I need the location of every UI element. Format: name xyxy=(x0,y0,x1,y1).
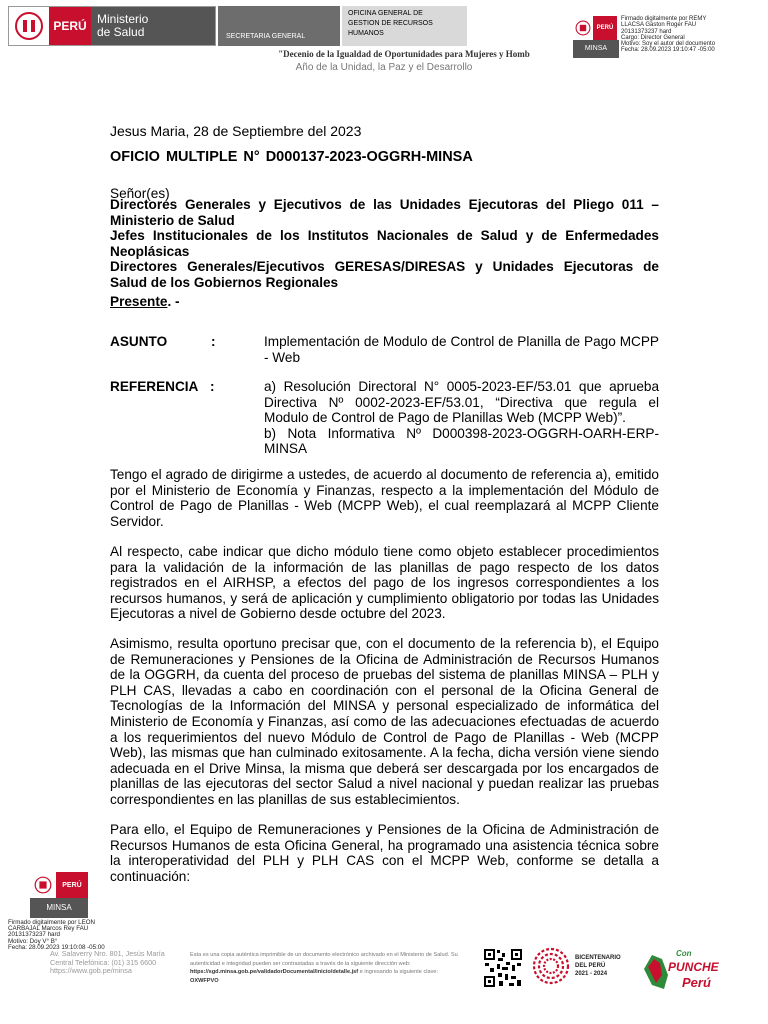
recipient-line: Jefes Institucionales de los Institutos Nacionales de Salud y de Enfermedades Neoplásicas xyxy=(110,228,659,259)
phone-line: Central Telefónica: (01) 315 6600 xyxy=(50,957,157,967)
presente-word: Presente xyxy=(110,294,168,309)
referencia-label: REFERENCIA xyxy=(110,379,199,394)
ministerio-line2: de Salud xyxy=(97,25,145,39)
referencia-colon: : xyxy=(210,379,215,394)
website-link[interactable]: https://www.gob.pe/minsa xyxy=(50,966,132,975)
letter-date: Jesus Maria, 28 de Septiembre del 2023 xyxy=(110,123,362,139)
punche-peru: Perú xyxy=(682,975,711,990)
presente-label xyxy=(110,294,180,310)
presente-suffix: . - xyxy=(167,294,180,309)
oficina-line1: OFICINA GENERAL DE xyxy=(348,10,423,17)
senores-label: Señor(es) xyxy=(110,186,170,201)
recipient-line: Directores Generales y Ejecutivos de las Unidades Ejecutoras del Pliego 011 – Ministerio de Salud xyxy=(110,197,659,228)
authenticity-note xyxy=(190,951,468,985)
sig-line: LLACSA Gaston Roger FAU xyxy=(621,22,697,29)
recipient-line: Directores Generales/Ejecutivos GERESAS/DIRESAS y Unidades Ejecutoras de Salud de los Gobiernos Regionales xyxy=(110,259,659,290)
oficina-line2: GESTION DE RECURSOS xyxy=(348,20,433,27)
anio-text: Año de la Unidad, la Paz y el Desarrollo xyxy=(295,62,473,73)
peru-label: PERÚ xyxy=(49,7,91,45)
referencia-b: b) Nota Informativa Nº D000398-2023-OGGRH-OARH-ERP-MINSA xyxy=(264,425,659,457)
paragraph-4: Para ello, el Equipo de Remuneraciones y Pensiones de la Oficina de Administración de Recursos Humanos de esta Oficina General, ha programado una asistencia técnica sobre la interoperatividad del PLH y PLH CAS con el MCPP Web, conforme se detalla a continuación: xyxy=(110,822,659,884)
decenio-text: "Decenio de la Igualdad de Oportunidades para Mujeres y Homb xyxy=(278,49,530,59)
ministerio-label xyxy=(91,7,215,45)
digital-signature-top xyxy=(573,16,715,58)
asunto-colon: : xyxy=(211,334,216,349)
ministerio-line1: Ministerio xyxy=(97,12,149,26)
paragraph-2: Al respecto, cabe indicar que dicho módulo tiene como objeto establecer procedimientos para la validación de la información de las planillas de pago respecto de los datos registrados en el AIRHSP, a efectos del pago de los ingresos correspondientes a los recursos humanos, y será de aplicación y cumplimiento obligatorio por todas las Unidades Ejecutoras a nivel de Gobierno desde octubre del 2023. xyxy=(110,544,659,622)
note-pre: Esta es una copia auténtica imprimible de un documento electrónico archivado en el Ministerio de Salud. Su autenticidad e integridad pueden ser contrastadas a través de la siguiente dirección web: xyxy=(190,952,458,967)
punche-word: PUNCHE xyxy=(668,960,719,974)
sig-line: CARBAJAL Marcos Rey FAU xyxy=(8,925,89,933)
recipients xyxy=(110,197,659,291)
signature-top-text xyxy=(621,16,715,58)
sig-line: Firmado digitalmente por LEON xyxy=(8,919,96,926)
address-line: Av. Salaverry Nro. 801, Jesús María xyxy=(50,949,165,958)
sig-line: Fecha: 28.09.2023 19:10:08 -05:00 xyxy=(8,943,105,951)
qr-code-icon xyxy=(483,948,523,988)
oficina-label xyxy=(342,6,467,46)
sig-line: Motivo: Doy V° B° xyxy=(8,937,58,945)
paragraph-1: Tengo el agrado de dirigirme a ustedes, de acuerdo al documento de referencia a), emitido por el Ministerio de Economía y Finanzas, respecto a la implementación del Módulo de Control de Pago de Planillas - Web (MCPP Web), el cual reemplazará al MCPP Cliente Servidor. xyxy=(110,467,659,529)
secretaria-general-label: SECRETARIA GENERAL xyxy=(218,6,340,46)
referencia-text xyxy=(264,379,659,457)
sig-line: Motivo: Soy el autor del documento xyxy=(621,41,716,48)
sig-line: Cargo: Director General xyxy=(621,34,685,41)
note-mid: e ingresando la siguiente clave: xyxy=(358,969,439,975)
bicentenario-emblem-icon xyxy=(531,946,571,986)
bicentenario-line3: 2021 - 2024 xyxy=(575,971,608,977)
validation-key: OXWFPVO xyxy=(190,977,219,984)
header-logo xyxy=(8,6,216,46)
oficio-number: OFICIO MULTIPLE N° D000137-2023-OGGRH-MINSA xyxy=(110,149,473,165)
sig-minsa-label: MINSA xyxy=(30,898,88,918)
punche-con: Con xyxy=(676,949,692,958)
digital-signature-bottom xyxy=(8,872,105,951)
footer-address xyxy=(50,950,165,976)
referencia-a: a) Resolución Directoral N° 0005-2023-EF/53.01 que aprueba Directiva Nº 0002-2023-EF/53.01, “Directiva que regula el Modulo de Control de Pago de Planillas Web (MCPP Web)”. xyxy=(264,379,659,426)
peru-seal-icon xyxy=(9,7,49,45)
sig-line: 20131373237 hard xyxy=(621,28,672,35)
seal-icon xyxy=(573,16,593,40)
asunto-label: ASUNTO xyxy=(110,334,168,349)
bicentenario-logo xyxy=(531,946,621,986)
bicentenario-line2: DEL PERÚ xyxy=(575,963,606,969)
sig-peru-label: PERÚ xyxy=(593,16,617,40)
oficina-line3: HUMANOS xyxy=(348,30,384,37)
signature-bottom-text xyxy=(8,920,105,951)
seal-icon xyxy=(30,872,56,898)
con-punche-peru-logo xyxy=(638,945,728,993)
validator-link[interactable]: https://sgd.minsa.gob.pe/validadorDocumental/inicio/detalle.jsf xyxy=(190,969,359,975)
sig-line: Firmado digitalmente por REMY xyxy=(621,16,707,22)
paragraph-3: Asimismo, resulta oportuno precisar que, con el documento de la referencia b), el Equipo de Remuneraciones y Pensiones de la Oficina de Administración de Recursos Humanos de la OGGRH, da cuenta del proceso de pruebas del sistema de planillas MINSA – PLH y PLH CAS, llevadas a cabo en coordinación con el personal de la Oficina General de Tecnologías de la Información del MINSA y personal especializado de informática del Ministerio de Economía y Finanzas, así como de las adecuaciones efectuadas de acuerdo a los requerimientos del nuevo Módulo de Control de Pago de Planillas - Web (MCPP Web), las mismas que han culminado exitosamente. A la fecha, dicha versión viene siendo adecuada en el Drive Minsa, la misma que deberá ser descargada por los encargados de planillas de las ejecutoras del sector Salud a nivel nacional y puedan realizar las pruebas correspondientes en las planillas de sus establecimientos. xyxy=(110,636,659,807)
sig-line: 20131373237 hard xyxy=(8,931,60,939)
bicentenario-line1: BICENTENARIO xyxy=(575,955,621,961)
sig-minsa-label: MINSA xyxy=(573,40,619,58)
asunto-text: Implementación de Modulo de Control de Planilla de Pago MCPP - Web xyxy=(264,334,659,365)
sig-peru-label: PERÚ xyxy=(56,872,88,898)
sig-line: Fecha: 28.09.2023 19:10:47 -05:00 xyxy=(621,47,715,54)
